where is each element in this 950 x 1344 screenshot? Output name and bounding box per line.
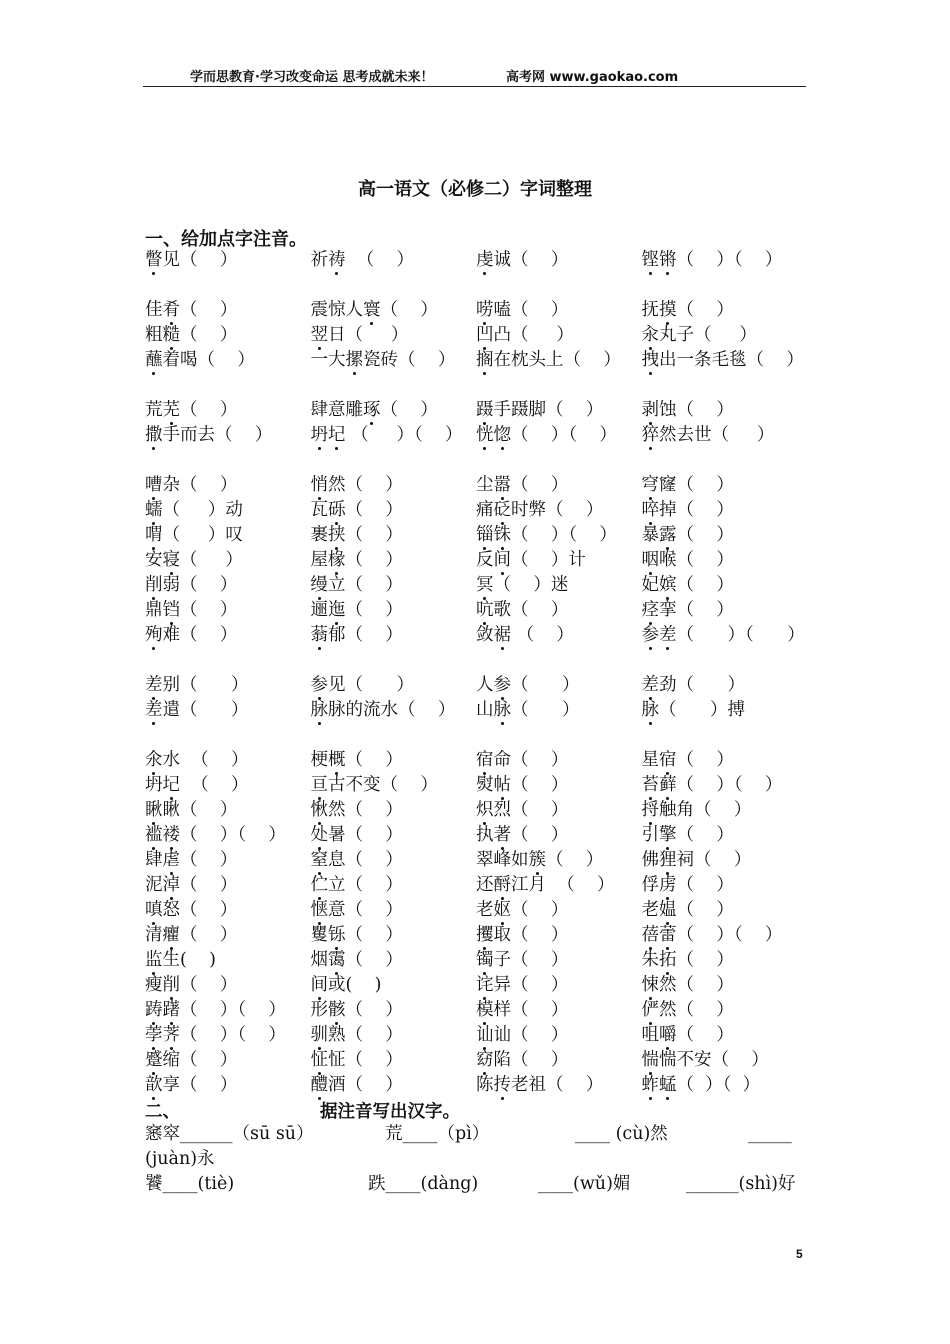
dotted-character: 翌 — [310, 325, 328, 345]
dotted-character: 蘸 — [145, 350, 163, 370]
exercise-item: 咀嚼（ ） — [641, 1025, 734, 1045]
exercise-item: 悄然（ ） — [310, 475, 403, 495]
exercise-item: 暴露（ ） — [641, 525, 734, 545]
dotted-character: 妪 — [493, 900, 511, 920]
exercise-item: 蹙缩（ ） — [145, 1050, 238, 1070]
exercise-row — [145, 598, 807, 623]
dotted-character: 概 — [328, 750, 346, 770]
dotted-character: 踌 — [145, 1000, 163, 1020]
exercise-item: 老妪（ ） — [476, 900, 569, 920]
dotted-character: 差 — [145, 700, 163, 720]
dotted-character: 挟 — [328, 525, 346, 545]
exercise-item: 拽出一条毛毯（ ） — [641, 350, 804, 370]
exercise-item: 痉挛（ ） — [641, 600, 734, 620]
dotted-character: 愀 — [310, 800, 328, 820]
exercise-item: 清癯（ ） — [145, 925, 238, 945]
exercise-item: 愀然（ ） — [310, 800, 403, 820]
exercise-item: 一大摞瓷砖（ ） — [310, 350, 456, 370]
dotted-character: 惴 — [641, 1050, 659, 1070]
dotted-character: 抟 — [493, 1075, 511, 1095]
dotted-character: 模 — [476, 1000, 494, 1020]
exercise-item: 伫立（ ） — [310, 875, 403, 895]
dotted-character: 搁 — [476, 350, 494, 370]
dotted-character: 圮 — [328, 425, 346, 445]
exercise-item: 佛狸祠（ ） — [641, 850, 752, 870]
dotted-character: 酹 — [493, 875, 511, 895]
section-2-item: 窸窣______（sū sū） — [145, 1124, 314, 1144]
section-2-heading-number: 二、 — [145, 1102, 180, 1122]
exercise-item: 猝然去世（ ） — [641, 425, 775, 445]
exercise-row — [145, 948, 807, 973]
exercise-item: 捋触角（ ） — [641, 800, 752, 820]
exercise-item: 参见（ ） — [310, 675, 414, 695]
dotted-character: 瞅 — [145, 800, 163, 820]
exercise-item: 俘虏（ ） — [641, 875, 734, 895]
exercise-item: 鼎铛（ ） — [145, 600, 238, 620]
dotted-character: 荠 — [162, 1025, 180, 1045]
dotted-character: 著 — [493, 825, 511, 845]
exercise-item: 差劲（ ） — [641, 675, 745, 695]
dotted-character: 铢 — [493, 525, 511, 545]
exercise-row — [145, 973, 807, 998]
dotted-character: 参 — [641, 625, 659, 645]
exercise-item: 攫取（ ） — [476, 925, 569, 945]
exercise-item: 监生( ) — [145, 950, 216, 970]
dotted-character: 椽 — [328, 550, 346, 570]
dotted-character: 捋 — [641, 800, 659, 820]
dotted-character: 蹑 — [476, 400, 494, 420]
exercise-item: 驯熟（ ） — [310, 1025, 403, 1045]
exercise-item: 殉难（ ） — [145, 625, 238, 645]
exercise-row — [145, 473, 807, 498]
exercise-item: 俨然（ ） — [641, 1000, 734, 1020]
exercise-item: 宿命（ ） — [476, 750, 569, 770]
exercise-item: 蹑手蹑脚（ ） — [476, 400, 604, 420]
dotted-character: 参 — [310, 675, 328, 695]
dotted-character: 虔 — [476, 250, 494, 270]
exercise-row — [145, 498, 807, 523]
exercise-item: 尘嚣（ ） — [476, 475, 569, 495]
dotted-character: 虐 — [162, 850, 180, 870]
exercise-item: 蘸着喝（ ） — [145, 350, 255, 370]
exercise-item: 参差（ ）（ ） — [641, 625, 805, 645]
dotted-character: 差 — [145, 675, 163, 695]
exercise-row — [145, 773, 807, 798]
dotted-character: 殉 — [145, 625, 163, 645]
dotted-character: 嗔 — [145, 900, 163, 920]
dotted-character: 炽 — [476, 800, 494, 820]
exercise-item: 蚱蜢（ ）（ ） — [641, 1075, 761, 1095]
page-number: 5 — [796, 1247, 803, 1261]
dotted-character: 骸 — [328, 1000, 346, 1020]
exercise-item: 朱拓（ ） — [641, 950, 734, 970]
dotted-character: 唠 — [476, 300, 494, 320]
dotted-character: 伫 — [310, 875, 328, 895]
exercise-item: 搁在枕头上（ ） — [476, 350, 621, 370]
section-2-heading: 据注音写出汉字。 — [320, 1102, 460, 1122]
exercise-item: 蓓蕾（ ）（ ） — [641, 925, 783, 945]
dotted-character: 淖 — [162, 875, 180, 895]
dotted-character: 露 — [659, 525, 677, 545]
dotted-character: 瞥 — [145, 250, 163, 270]
dotted-character: 躇 — [162, 1000, 180, 1020]
dotted-character: 蹙 — [145, 1050, 163, 1070]
exercise-item: 冥（ ）迷 — [476, 575, 569, 595]
section-2-item: ____ (cù)然 — [575, 1124, 668, 1144]
dotted-character: 脉 — [493, 700, 511, 720]
dotted-character: 蜢 — [659, 1075, 677, 1095]
exercise-row — [145, 398, 807, 423]
dotted-character: 蓓 — [641, 925, 659, 945]
dotted-character: 诧 — [476, 975, 494, 995]
dotted-character: 蠕 — [145, 500, 163, 520]
dotted-character: 砾 — [328, 500, 346, 520]
section-2-item: ______(shì)好 — [686, 1174, 796, 1194]
exercise-item: 窈陷（ ） — [476, 1050, 569, 1070]
exercise-item: 凹凸（ ） — [476, 325, 574, 345]
dotted-character: 嚣 — [493, 475, 511, 495]
exercise-item: 啐掉（ ） — [641, 500, 734, 520]
exercise-item: 窒息（ ） — [310, 850, 403, 870]
dotted-character: 褴 — [145, 825, 163, 845]
dotted-character: 蓊 — [310, 625, 328, 645]
dotted-character: 剥 — [641, 400, 659, 420]
exercise-row — [145, 1048, 807, 1073]
dotted-character: 荸 — [145, 1025, 163, 1045]
exercise-item: 间或( ) — [310, 975, 382, 995]
exercise-row — [145, 1023, 807, 1048]
exercise-item: 蓊郁（ ） — [310, 625, 403, 645]
dotted-character: 窈 — [476, 1050, 494, 1070]
dotted-character: 间 — [310, 975, 328, 995]
exercise-item: 差遣（ ） — [145, 700, 249, 720]
exercise-item: 佳肴（ ） — [145, 300, 238, 320]
exercise-row — [145, 898, 807, 923]
exercise-item: 人参（ ） — [476, 675, 580, 695]
exercise-item: 执著（ ） — [476, 825, 569, 845]
exercise-item: 泥淖（ ） — [145, 875, 238, 895]
exercise-row — [145, 873, 807, 898]
exercise-item: 荸荠（ ）（ ） — [145, 1025, 286, 1045]
exercise-item: 铿锵（ ）（ ） — [641, 250, 783, 270]
dotted-character: 悄 — [310, 475, 328, 495]
dotted-character: 蚱 — [641, 1075, 659, 1095]
exercise-item: 坍圮 （ ）（ ） — [310, 425, 463, 445]
exercise-item: 唠嗑（ ） — [476, 300, 569, 320]
dotted-character: 歆 — [145, 1075, 163, 1095]
exercise-item: 荒芜（ ） — [145, 400, 238, 420]
dotted-character: 铿 — [641, 250, 659, 270]
dotted-character: 凹 — [476, 325, 494, 345]
page-header — [143, 64, 806, 87]
exercise-item: 惴惴不安（ ） — [641, 1050, 769, 1070]
exercise-item: 炽烈（ ） — [476, 800, 569, 820]
dotted-character: 亘 — [310, 775, 328, 795]
dotted-character: 铛 — [162, 600, 180, 620]
dotted-character: 脉 — [641, 700, 659, 720]
section-2-item: (juàn)永 — [145, 1149, 215, 1169]
dotted-character: 藓 — [659, 775, 677, 795]
dotted-character: 氽 — [145, 750, 163, 770]
dotted-character: 撒 — [145, 425, 163, 445]
exercise-item: 老媪（ ） — [641, 900, 734, 920]
exercise-item: 汆丸子（ ） — [641, 325, 757, 345]
dotted-character: 褛 — [162, 825, 180, 845]
exercise-item: 翠峰如簇（ ） — [476, 850, 604, 870]
exercise-item: 坍圮 （ ） — [145, 775, 249, 795]
exercise-item: 脉（ ）搏 — [641, 700, 745, 720]
header-left-text: 学而思教育·学习改变命运 思考成就未来！ — [190, 70, 434, 85]
exercise-item: 嗔怒（ ） — [145, 900, 238, 920]
exercise-item: 悚然（ ） — [641, 975, 734, 995]
exercise-item: 瞅瞅（ ） — [145, 800, 238, 820]
exercise-item: 星宿（ ） — [641, 750, 734, 770]
dotted-character: 窒 — [310, 850, 328, 870]
dotted-character: 锵 — [659, 250, 677, 270]
exercise-row — [145, 548, 807, 573]
exercise-row — [145, 573, 807, 598]
exercise-row — [145, 698, 807, 748]
dotted-character: 锱 — [476, 525, 494, 545]
dotted-character: 喟 — [145, 525, 163, 545]
dotted-character: 寰 — [363, 300, 381, 320]
exercise-item: 缦立（ ） — [310, 575, 403, 595]
exercise-item: 瓦砾（ ） — [310, 500, 403, 520]
dotted-character: 咽 — [641, 550, 659, 570]
dotted-character: 嫔 — [659, 575, 677, 595]
dotted-character: 处 — [310, 825, 328, 845]
exercise-item: 虔诚（ ） — [476, 250, 569, 270]
dotted-character: 迤 — [328, 600, 346, 620]
exercise-item: 梗概（ ） — [310, 750, 403, 770]
dotted-character: 圮 — [162, 775, 180, 795]
section-1-heading: 一、给加点字注音。 — [145, 229, 307, 250]
dotted-character: 糙 — [162, 325, 180, 345]
dotted-character: 霭 — [328, 950, 346, 970]
exercise-row — [145, 348, 807, 398]
exercise-item: 粗糙（ ） — [145, 325, 238, 345]
dotted-character: 参 — [493, 675, 511, 695]
exercise-row — [145, 523, 807, 548]
exercise-item: 醴酒（ ） — [310, 1075, 403, 1095]
exercise-item: 翌日（ ） — [310, 325, 409, 345]
dotted-character: 狸 — [659, 850, 677, 870]
exercise-row — [145, 848, 807, 873]
dotted-character: 缦 — [310, 575, 328, 595]
exercise-item: 熨帖（ ） — [476, 775, 569, 795]
dotted-character: 削 — [162, 975, 180, 995]
exercise-item: 屋椽（ ） — [310, 550, 403, 570]
exercise-item: 怔怔（ ） — [310, 1050, 403, 1070]
dotted-character: 讪 — [476, 1025, 494, 1045]
exercise-item: 震惊人寰（ ） — [310, 300, 438, 320]
exercise-item: 敛裾 （ ） — [476, 625, 574, 645]
exercise-item: 氽水 （ ） — [145, 750, 249, 770]
dotted-character: 擎 — [659, 825, 677, 845]
dotted-character: 监 — [145, 950, 163, 970]
exercise-item: 反间（ ）计 — [476, 550, 586, 570]
dotted-character: 惚 — [493, 425, 511, 445]
dotted-character: 俨 — [641, 1000, 659, 1020]
exercise-item: 吭歌（ ） — [476, 600, 569, 620]
exercise-item: 瘦削（ ） — [145, 975, 238, 995]
section-2-item: 荒____（pì） — [385, 1124, 490, 1144]
section-2-item: _____ — [748, 1124, 792, 1144]
exercise-item: 镯子（ ） — [476, 950, 569, 970]
exercise-item: 处暑（ ） — [310, 825, 403, 845]
dotted-character: 拓 — [659, 950, 677, 970]
exercise-row — [145, 1073, 807, 1098]
section-2-item: ____(wǔ)媚 — [538, 1174, 631, 1194]
dotted-character: 醴 — [310, 1075, 328, 1095]
exercise-item: 踌躇（ ）（ ） — [145, 1000, 286, 1020]
exercise-item: 肆意雕琢（ ） — [310, 400, 438, 420]
exercise-item: 诧异（ ） — [476, 975, 569, 995]
exercise-item: 祈祷 （ ） — [310, 250, 414, 270]
dotted-character: 汆 — [641, 325, 659, 345]
dotted-character: 痉 — [641, 600, 659, 620]
dotted-character: 癯 — [162, 925, 180, 945]
exercise-row — [145, 298, 807, 323]
exercise-item: 形骸（ ） — [310, 1000, 403, 1020]
dotted-character: 悚 — [641, 975, 659, 995]
exercise-row — [145, 748, 807, 773]
exercise-item: 褴褛（ ）（ ） — [145, 825, 286, 845]
exercise-item: 矍铄（ ） — [310, 925, 403, 945]
exercise-item: 裹挟（ ） — [310, 525, 403, 545]
pinyin-exercise-grid — [145, 248, 807, 1098]
dotted-character: 苔 — [641, 775, 659, 795]
dotted-character: 差 — [659, 625, 677, 645]
dotted-character: 帖 — [493, 775, 511, 795]
dotted-character: 坍 — [310, 425, 328, 445]
exercise-item: 撒手而去（ ） — [145, 425, 273, 445]
exercise-item: 歆享（ ） — [145, 1075, 238, 1095]
exercise-item: 脉脉的流水（ ） — [310, 700, 456, 720]
dotted-character: 裾 — [493, 625, 511, 645]
exercise-item: 亘古不变（ ） — [310, 775, 438, 795]
exercise-item: 剥蚀（ ） — [641, 400, 734, 420]
section-2-item: 跌____(dàng) — [368, 1174, 479, 1194]
dotted-character: 寝 — [162, 550, 180, 570]
dotted-character: 嘈 — [145, 475, 163, 495]
exercise-item: 蠕（ ）动 — [145, 500, 243, 520]
dotted-character: 祷 — [328, 250, 346, 270]
exercise-row — [145, 248, 807, 298]
exercise-item: 山脉（ ） — [476, 700, 580, 720]
exercise-item: 喟（ ）叹 — [145, 525, 243, 545]
exercise-row — [145, 323, 807, 348]
exercise-item: 惬意（ ） — [310, 900, 403, 920]
exercise-item: 锱铢（ ）（ ） — [476, 525, 617, 545]
exercise-item: 安寝（ ） — [145, 550, 243, 570]
dotted-character: 驯 — [310, 1025, 328, 1045]
dotted-character: 怔 — [310, 1050, 328, 1070]
dotted-character: 吭 — [476, 600, 494, 620]
exercise-item: 瞥见（ ） — [145, 250, 238, 270]
dotted-character: 媪 — [659, 900, 677, 920]
exercise-item: 模样（ ） — [476, 1000, 569, 1020]
exercise-item: 差别（ ） — [145, 675, 249, 695]
dotted-character: 宿 — [476, 750, 494, 770]
dotted-character: 啐 — [641, 500, 659, 520]
dotted-character: 恍 — [476, 425, 494, 445]
dotted-character: 摸 — [659, 300, 677, 320]
exercise-row — [145, 823, 807, 848]
dotted-character: 削 — [145, 575, 163, 595]
dotted-character: 间 — [493, 550, 511, 570]
document-title: 高一语文（必修二）字词整理 — [358, 179, 592, 200]
dotted-character: 惬 — [310, 900, 328, 920]
dotted-character: 砭 — [493, 500, 511, 520]
exercise-item: 烟霭（ ） — [310, 950, 403, 970]
exercise-row — [145, 798, 807, 823]
dotted-character: 铄 — [328, 925, 346, 945]
exercise-item: 苔藓（ ）（ ） — [641, 775, 783, 795]
exercise-item: 还酹江月 （ ） — [476, 875, 615, 895]
dotted-character: 镯 — [476, 950, 494, 970]
exercise-item: 咽喉（ ） — [641, 550, 734, 570]
dotted-character: 拽 — [641, 350, 659, 370]
dotted-character: 琢 — [363, 400, 381, 420]
header-right-text: 高考网 www.gaokao.com — [506, 70, 679, 85]
exercise-item: 恍惚（ ）（ ） — [476, 425, 617, 445]
dotted-character: 差 — [641, 675, 659, 695]
exercise-row — [145, 623, 807, 673]
exercise-row — [145, 673, 807, 698]
exercise-item: 抚摸（ ） — [641, 300, 734, 320]
dotted-character: 蕾 — [659, 925, 677, 945]
dotted-character: 虏 — [659, 875, 677, 895]
dotted-character: 摞 — [345, 350, 363, 370]
dotted-character: 猝 — [641, 425, 659, 445]
exercise-row — [145, 998, 807, 1023]
exercise-item: 穹窿（ ） — [641, 475, 734, 495]
exercise-item: 逦迤（ ） — [310, 600, 403, 620]
dotted-character: 嚼 — [659, 1025, 677, 1045]
dotted-character: 脉 — [310, 700, 328, 720]
dotted-character: 攫 — [476, 925, 494, 945]
exercise-row — [145, 923, 807, 948]
exercise-item: 妃嫔（ ） — [641, 575, 734, 595]
exercise-row — [145, 423, 807, 473]
dotted-character: 穹 — [641, 475, 659, 495]
exercise-item: 讪讪（ ） — [476, 1025, 569, 1045]
dotted-character: 芜 — [162, 400, 180, 420]
section-2-item: 饕____(tiè) — [145, 1174, 235, 1194]
exercise-item: 肆虐（ ） — [145, 850, 238, 870]
dotted-character: 宿 — [659, 750, 677, 770]
exercise-item: 陈抟老祖（ ） — [476, 1075, 604, 1095]
exercise-item: 嘈杂（ ） — [145, 475, 238, 495]
exercise-item: 痛砭时弊（ ） — [476, 500, 604, 520]
exercise-item: 引擎（ ） — [641, 825, 734, 845]
dotted-character: 肴 — [162, 300, 180, 320]
dotted-character: 冥 — [476, 575, 494, 595]
dotted-character: 簇 — [528, 850, 546, 870]
exercise-item: 削弱（ ） — [145, 575, 238, 595]
